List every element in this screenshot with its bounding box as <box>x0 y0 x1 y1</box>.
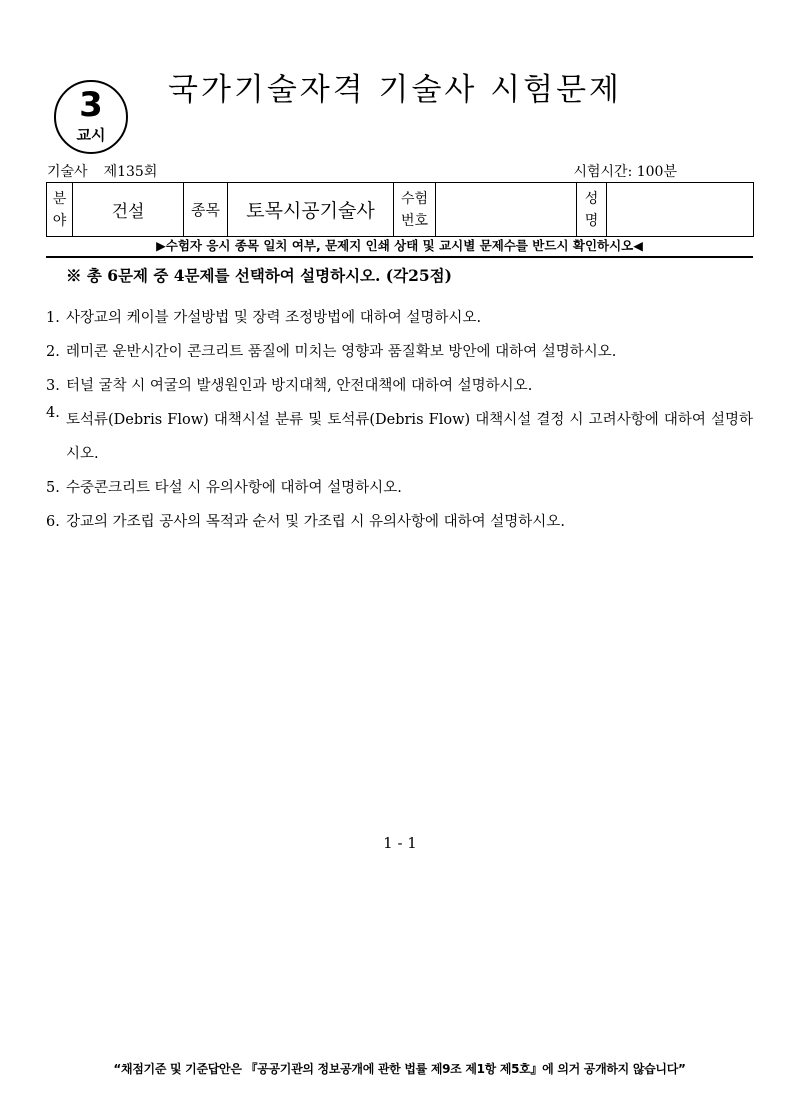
notice-text: ▶수험자 응시 종목 일치 여부, 문제지 인쇄 상태 및 교시별 문제수를 반드시 확인하시오◀ <box>156 238 643 253</box>
footer-notice: “채점기준 및 기준답안은 『공공기관의 정보공개에 관한 법률 제9조 제1항 제5호』에 의거 공개하지 않습니다” <box>113 1062 686 1076</box>
field-label-line-1: 분 <box>52 190 67 207</box>
exam-time: 시험시간: 100분 <box>573 164 677 180</box>
exam-info-table <box>46 182 754 237</box>
session-badge <box>54 80 128 154</box>
field-label-line-2: 야 <box>52 212 67 229</box>
name-field[interactable] <box>607 183 754 237</box>
name-label <box>577 183 607 237</box>
exam-number-label-line-2: 번호 <box>400 212 429 229</box>
question-item <box>46 376 753 396</box>
exam-number-field[interactable] <box>436 183 577 237</box>
question-item <box>46 512 753 532</box>
exam-category: 기술사 <box>47 164 88 180</box>
page-number: 1 - 1 <box>383 834 417 852</box>
question-text: 레미콘 운반시간이 콘크리트 품질에 미치는 영향과 품질확보 방안에 대하여 설명하시오. <box>66 344 617 360</box>
jongmok-value: 토목시공기술사 <box>228 183 394 237</box>
question-number: 6. <box>46 514 60 530</box>
jongmok-label: 종목 <box>184 183 228 237</box>
question-item <box>46 308 753 328</box>
exam-number-label <box>394 183 436 237</box>
exam-number-label-line-1: 수험 <box>400 190 429 207</box>
exam-round: 제135회 <box>103 164 158 180</box>
page-title: 국가기술자격 기술사 시험문제 <box>168 72 623 108</box>
divider <box>46 256 753 258</box>
question-item <box>46 478 753 498</box>
instruction-text: ※ 총 6문제 중 4문제를 선택하여 설명하시오. (각25점) <box>66 266 452 285</box>
question-text: 강교의 가조립 공사의 목적과 순서 및 가조립 시 유의사항에 대하여 설명하시오. <box>66 514 565 530</box>
question-text: 터널 굴착 시 여굴의 발생원인과 방지대책, 안전대책에 대하여 설명하시오. <box>66 378 533 394</box>
question-number: 4. <box>46 405 60 421</box>
name-label-line-2: 명 <box>584 212 599 229</box>
name-label-line-1: 성 <box>584 190 599 207</box>
session-number: 3 <box>79 85 103 125</box>
question-list <box>46 308 753 546</box>
question-item <box>46 342 753 362</box>
exam-info <box>47 163 157 181</box>
question-text: 수중콘크리트 타설 시 유의사항에 대하여 설명하시오. <box>66 480 402 496</box>
question-text: 사장교의 케이블 가설방법 및 장력 조정방법에 대하여 설명하시오. <box>66 310 482 326</box>
question-text: 토석류(Debris Flow) 대책시설 분류 및 토석류(Debris Flow) 대책시설 결정 시 고려사항에 대하여 설명하시오. <box>66 412 753 462</box>
field-value: 건설 <box>73 183 184 237</box>
question-number: 3. <box>46 378 60 394</box>
question-number: 2. <box>46 344 60 360</box>
question-number: 5. <box>46 480 60 496</box>
session-label: 교시 <box>76 126 106 144</box>
question-number: 1. <box>46 310 60 326</box>
question-item <box>46 403 753 471</box>
field-label <box>47 183 73 237</box>
